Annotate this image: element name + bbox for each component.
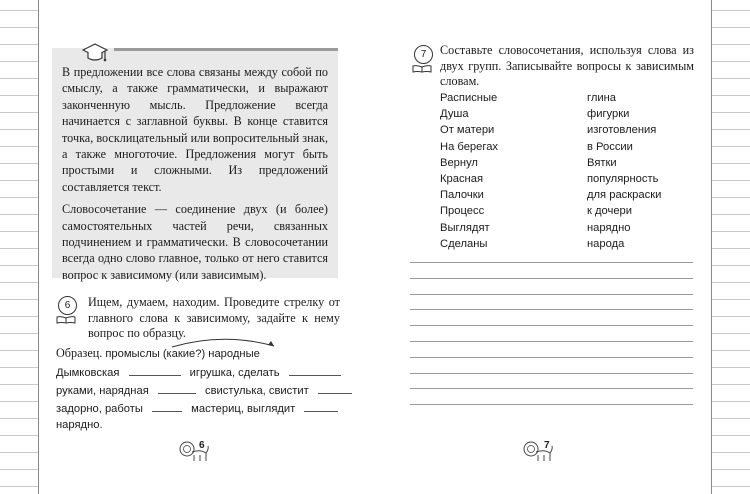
margin-ruling-line [712,129,750,130]
rule-box [52,48,338,282]
word-item: Процесс [440,205,485,218]
margin-ruling-line [712,367,750,368]
writing-line[interactable] [410,294,693,295]
margin-ruling-line [0,44,38,45]
answer-blank[interactable] [304,401,338,412]
exercise-line-2 [56,383,352,397]
writing-line[interactable] [410,388,693,389]
margin-ruling-line [712,10,750,11]
margin-ruling-line [0,231,38,232]
exercise-text: Дымковская [56,367,120,379]
exercise-text: игрушка, сделать [189,367,280,379]
margin-ruling-line [0,112,38,113]
sample-main-word: промыслы [105,348,160,360]
margin-ruling-line [712,384,750,385]
margin-ruling-line [0,10,38,11]
word-item: народа [587,237,625,250]
margin-ruling-line [0,282,38,283]
margin-ruling-line [712,299,750,300]
margin-ruling-line [0,27,38,28]
margin-ruling-line [0,418,38,419]
margin-ruling-line [712,44,750,45]
margin-ruling-line [0,401,38,402]
writing-line[interactable] [410,341,693,342]
margin-ruling-line [712,486,750,487]
sample-row [56,346,260,361]
margin-ruling-line [712,78,750,79]
answer-blank[interactable] [152,401,182,412]
writing-line[interactable] [410,357,693,358]
word-item: Выглядят [440,221,490,234]
word-group-1 [440,90,498,252]
left-margin-border [38,0,39,494]
sample-question: (какие?) [162,348,206,360]
exercise-line-4 [56,419,103,431]
margin-ruling-line [0,316,38,317]
exercise-text: нарядно. [56,419,103,431]
sample-label: Образец. [56,346,103,360]
margin-ruling-line [712,282,750,283]
margin-ruling-line [0,469,38,470]
margin-ruling-line [0,435,38,436]
margin-ruling-line [712,231,750,232]
right-margin-border [711,0,712,494]
margin-ruling-line [712,27,750,28]
margin-ruling-line [0,384,38,385]
margin-ruling-line [712,469,750,470]
lion-icon [178,440,210,464]
answer-blank[interactable] [289,365,341,376]
margin-ruling-line [0,486,38,487]
margin-ruling-line [712,214,750,215]
exercise-text: задорно, работы [56,403,143,415]
margin-ruling-line [0,214,38,215]
margin-ruling-line [712,112,750,113]
margin-ruling-line [712,350,750,351]
word-item: глина [587,92,617,104]
writing-line[interactable] [410,373,693,374]
page-number-left: 6 [199,440,205,451]
left-margin-ruling [0,0,38,494]
word-item: в России [587,140,633,153]
word-item: От матери [440,124,495,137]
margin-ruling-line [712,401,750,402]
margin-ruling-line [712,95,750,96]
margin-ruling-line [712,452,750,453]
task-6-number: 6 [58,296,77,315]
right-margin-ruling [712,0,750,494]
margin-ruling-line [712,248,750,249]
margin-ruling-line [0,78,38,79]
rule-paragraph-2: Словосочетание — соединение двух (и более) самостоятельных частей речи, связанных подчинением и грамматически. В словосочетании всегда одно слово главное, только от него ставится вопрос к зависимому (или зависимым). [62,202,328,282]
answer-blank[interactable] [129,365,181,376]
margin-ruling-line [0,95,38,96]
margin-ruling-line [712,163,750,164]
margin-ruling-line [0,333,38,334]
word-item: Расписные [440,92,498,104]
writing-line[interactable] [410,262,693,263]
word-item: популярность [587,172,659,185]
exercise-line-3 [56,401,338,415]
writing-line[interactable] [410,309,693,310]
word-item: Сделаны [440,237,488,250]
word-item: Вятки [587,156,617,169]
page-number-right: 7 [544,440,550,451]
open-book-icon [56,316,76,324]
word-item: Палочки [440,189,484,202]
answer-blank[interactable] [318,383,352,394]
margin-ruling-line [0,452,38,453]
margin-ruling-line [712,146,750,147]
word-group-2 [587,90,661,252]
margin-ruling-line [0,163,38,164]
word-item: нарядно [587,221,631,234]
exercise-text: мастериц, выглядит [191,403,296,415]
word-item: к дочери [587,205,633,218]
task-7-text: Составьте словосочетания, используя слова из двух групп. Записывайте вопросы к зависимым словам. [440,43,694,88]
word-item: Красная [440,172,484,185]
graduation-cap-icon [82,42,108,64]
writing-line[interactable] [410,404,693,405]
margin-ruling-line [712,418,750,419]
word-item: изготовления [587,124,657,137]
exercise-line-1 [56,365,341,379]
margin-ruling-line [712,197,750,198]
rule-paragraph-1: В предложении все слова связаны между собой по смыслу, а также грамматически, и выражают законченную мысль. Предложение всегда начинается с заглавной буквы. В конце ставится точка, восклицательный или вопросительный знак, а также многоточие. Предложения могут быть простыми и сложными. Из предложений составляется текст. [62,65,328,194]
margin-ruling-line [712,180,750,181]
word-item: фигурки [587,108,630,121]
margin-ruling-line [712,435,750,436]
sample-dependent-word: народные [208,348,260,360]
task-6-text: Ищем, думаем, находим. Проведите стрелку от главного слова к зависимому, задайте к нему вопрос по образцу. [88,295,340,340]
word-item: На берегах [440,140,499,153]
rule-box-top-bar [114,48,338,51]
margin-ruling-line [0,299,38,300]
margin-ruling-line [712,316,750,317]
margin-ruling-line [712,265,750,266]
margin-ruling-line [0,367,38,368]
margin-ruling-line [0,248,38,249]
writing-line[interactable] [410,325,693,326]
word-item: для раскраски [587,189,662,202]
exercise-text: руками, нарядная [56,385,149,397]
margin-ruling-line [712,61,750,62]
margin-ruling-line [0,146,38,147]
margin-ruling-line [0,180,38,181]
margin-ruling-line [0,350,38,351]
exercise-text: свистулька, свистит [204,385,309,397]
word-item: Душа [440,108,469,121]
word-item: Вернул [440,156,478,169]
open-book-icon [412,65,432,73]
task-7-number: 7 [414,45,433,64]
answer-blank[interactable] [158,383,196,394]
margin-ruling-line [0,197,38,198]
margin-ruling-line [0,129,38,130]
writing-line[interactable] [410,278,693,279]
margin-ruling-line [0,265,38,266]
margin-ruling-line [712,333,750,334]
margin-ruling-line [0,61,38,62]
